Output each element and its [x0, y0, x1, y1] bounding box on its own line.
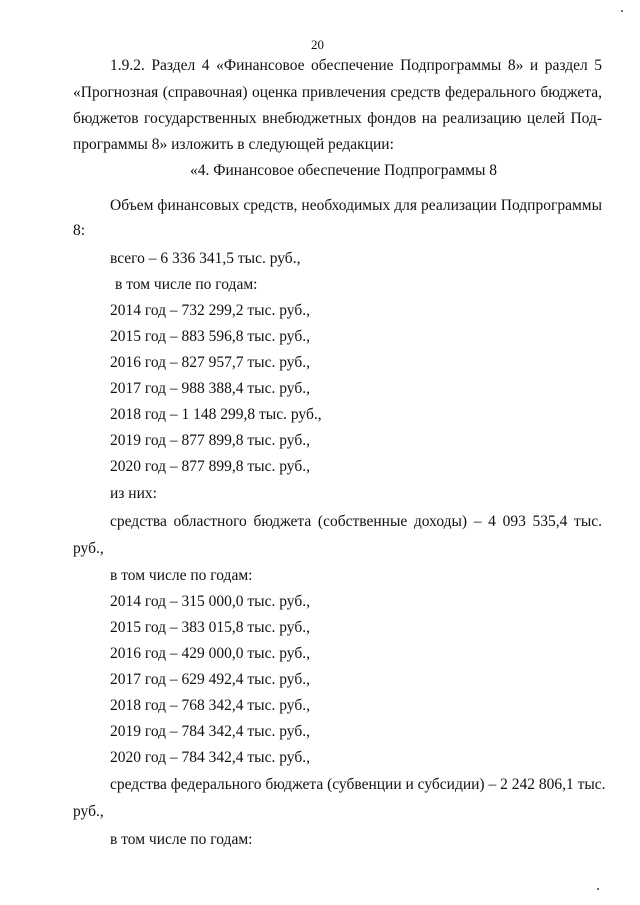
total-year-2015: 2015 год – 883 596,8 тыс. руб.,: [110, 328, 310, 345]
intro-line-2: «Прогнозная (справочная) оценка привлечения средств федерального бюджета,: [73, 84, 602, 101]
regional-year-2017: 2017 год – 629 492,4 тыс. руб.,: [110, 671, 310, 688]
section-heading: «4. Финансовое обеспечение Подпрограммы 8: [190, 162, 498, 179]
total-year-2016: 2016 год – 827 957,7 тыс. руб.,: [110, 354, 310, 371]
page-number: 20: [311, 37, 324, 52]
regional-year-2019: 2019 год – 784 342,4 тыс. руб.,: [110, 723, 310, 740]
federal-budget-line-1: средства федерального бюджета (субвенции и субсидии) – 2 242 806,1 тыс.: [110, 776, 606, 793]
regional-year-2018: 2018 год – 768 342,4 тыс. руб.,: [110, 697, 310, 714]
federal-by-years-label: в том числе по годам:: [110, 831, 253, 848]
regional-year-2016: 2016 год – 429 000,0 тыс. руб.,: [110, 645, 310, 662]
intro-line-1: 1.9.2. Раздел 4 «Финансовое обеспечение Подпрограммы 8» и раздел 5: [110, 57, 602, 74]
volume-intro-line-2: 8:: [73, 222, 86, 239]
intro-line-3: бюджетов государственных внебюджетных фондов на реализацию целей Под-: [73, 110, 602, 127]
total-year-2019: 2019 год – 877 899,8 тыс. руб.,: [110, 432, 310, 449]
regional-year-2014: 2014 год – 315 000,0 тыс. руб.,: [110, 593, 310, 610]
total-year-2014: 2014 год – 732 299,2 тыс. руб.,: [110, 302, 310, 319]
total-amount: всего – 6 336 341,5 тыс. руб.,: [110, 250, 301, 267]
regional-year-2015: 2015 год – 383 015,8 тыс. руб.,: [110, 619, 310, 636]
regional-budget-line-1: средства областного бюджета (собственные доходы) – 4 093 535,4 тыс.: [110, 513, 602, 530]
intro-line-4: программы 8» изложить в следующей редакции:: [73, 136, 394, 153]
total-by-years-label: в том числе по годам:: [115, 276, 258, 293]
regional-year-2020: 2020 год – 784 342,4 тыс. руб.,: [110, 749, 310, 766]
total-year-2018: 2018 год – 1 148 299,8 тыс. руб.,: [110, 406, 322, 423]
of-them-label: из них:: [110, 485, 157, 502]
scan-speck: [621, 10, 623, 12]
federal-budget-line-2: руб.,: [73, 803, 104, 820]
regional-by-years-label: в том числе по годам:: [110, 567, 253, 584]
volume-intro-line-1: Объем финансовых средств, необходимых для реализации Подпрограммы: [110, 197, 602, 214]
total-year-2020: 2020 год – 877 899,8 тыс. руб.,: [110, 458, 310, 475]
scan-speck: [597, 888, 599, 890]
regional-budget-line-2: руб.,: [73, 540, 104, 557]
total-year-2017: 2017 год – 988 388,4 тыс. руб.,: [110, 380, 310, 397]
